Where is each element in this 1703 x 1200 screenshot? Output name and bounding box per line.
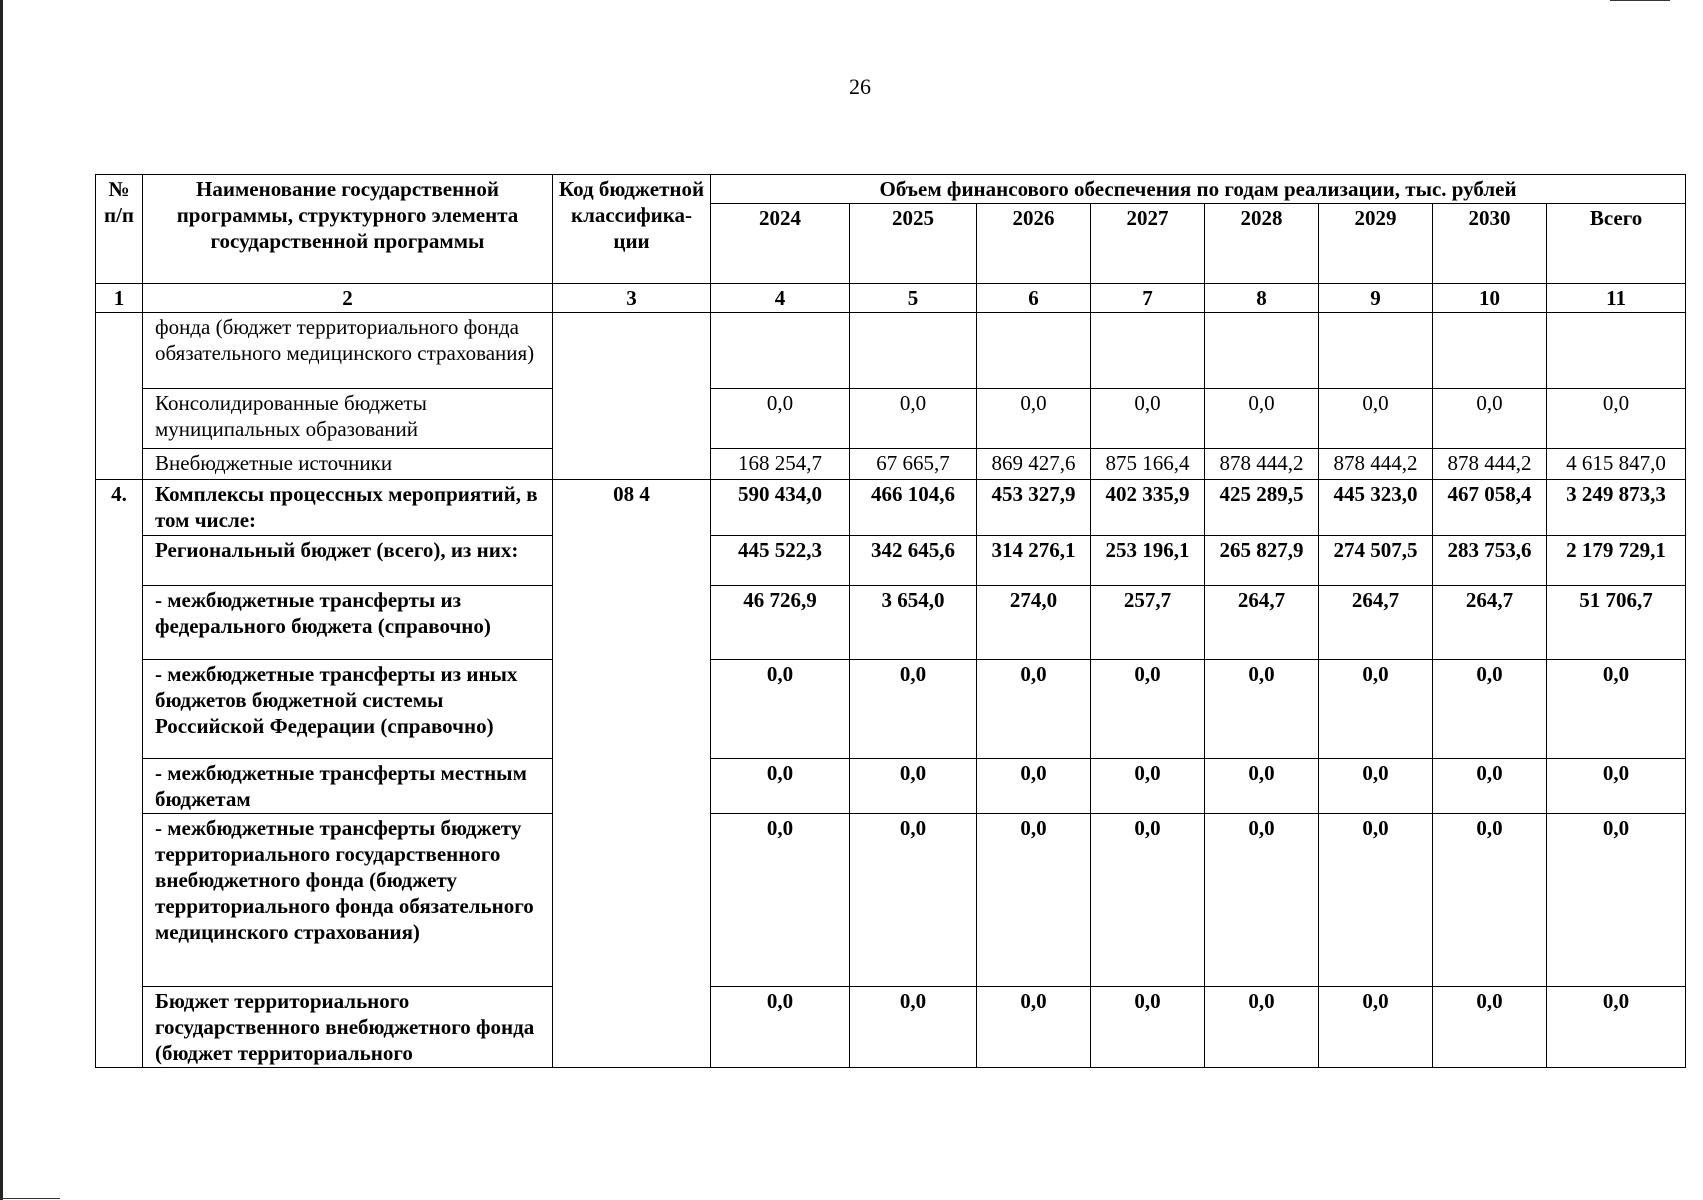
year-value: 0,0 [1319, 660, 1433, 759]
table-row [96, 536, 1686, 586]
year-value: 445 323,0 [1319, 480, 1433, 536]
year-value: 0,0 [1319, 389, 1433, 449]
scan-edge-line [0, 0, 3, 1200]
year-value: 0,0 [1433, 660, 1547, 759]
year-value: 0,0 [977, 660, 1091, 759]
row-name: фонда (бюджет территориального фонда обязательного медицинского страхования) [143, 313, 553, 389]
year-value: 3 654,0 [850, 586, 977, 660]
table-row [96, 987, 1686, 1068]
year-value [977, 313, 1091, 389]
row-name: - межбюджетные трансферты из иных бюджетов бюджетной системы Российской Федерации (справочно) [143, 660, 553, 759]
total-value: 3 249 873,3 [1547, 480, 1686, 536]
year-value: 0,0 [850, 759, 977, 814]
year-value: 0,0 [1205, 389, 1319, 449]
total-value: 0,0 [1547, 660, 1686, 759]
header-year: 2028 [1205, 204, 1319, 284]
page-number: 26 [849, 74, 871, 99]
header-name: Наименование государственной программы, структурного элемента государственной программы [143, 175, 553, 284]
year-value: 0,0 [850, 987, 977, 1068]
total-value: 2 179 729,1 [1547, 536, 1686, 586]
column-number: 5 [850, 284, 977, 313]
year-value [1319, 313, 1433, 389]
table-row [96, 586, 1686, 660]
year-value: 0,0 [850, 660, 977, 759]
year-value: 453 327,9 [977, 480, 1091, 536]
year-value: 274,0 [977, 586, 1091, 660]
header-year: 2027 [1091, 204, 1205, 284]
year-value [1205, 313, 1319, 389]
year-value: 264,7 [1319, 586, 1433, 660]
header-year: 2026 [977, 204, 1091, 284]
column-number: 8 [1205, 284, 1319, 313]
header-number: № п/п [96, 175, 143, 284]
year-value: 257,7 [1091, 586, 1205, 660]
total-value: 0,0 [1547, 814, 1686, 987]
total-value: 4 615 847,0 [1547, 449, 1686, 480]
year-value: 0,0 [1433, 759, 1547, 814]
year-value: 0,0 [1091, 814, 1205, 987]
year-value: 878 444,2 [1319, 449, 1433, 480]
year-value: 0,0 [1091, 660, 1205, 759]
year-value: 0,0 [1091, 987, 1205, 1068]
budget-code [553, 313, 711, 480]
row-name: - межбюджетные трансферты местным бюджетам [143, 759, 553, 814]
year-value: 0,0 [711, 814, 850, 987]
column-number-row [96, 284, 1686, 313]
header-year: 2025 [850, 204, 977, 284]
total-value [1547, 313, 1686, 389]
year-value: 878 444,2 [1205, 449, 1319, 480]
year-value [711, 313, 850, 389]
year-value: 0,0 [1433, 389, 1547, 449]
header-total: Всего [1547, 204, 1686, 284]
year-value: 0,0 [711, 759, 850, 814]
year-value: 0,0 [711, 987, 850, 1068]
table-row [96, 480, 1686, 536]
year-value: 878 444,2 [1433, 449, 1547, 480]
column-number: 2 [143, 284, 553, 313]
year-value: 0,0 [850, 389, 977, 449]
year-value: 0,0 [1205, 814, 1319, 987]
table-row [96, 814, 1686, 987]
scan-mark-top-right [1610, 0, 1670, 1]
year-value: 0,0 [1205, 660, 1319, 759]
year-value: 0,0 [1091, 389, 1205, 449]
row-name: - межбюджетные трансферты из федерального бюджета (справочно) [143, 586, 553, 660]
year-value [1433, 313, 1547, 389]
year-value: 0,0 [1205, 987, 1319, 1068]
column-number: 4 [711, 284, 850, 313]
year-value: 466 104,6 [850, 480, 977, 536]
scan-mark-bottom-left [0, 1198, 60, 1199]
total-value: 0,0 [1547, 759, 1686, 814]
year-value [850, 313, 977, 389]
header-budget-code: Код бюджетной классифика-ции [553, 175, 711, 284]
year-value: 283 753,6 [1433, 536, 1547, 586]
year-value: 425 289,5 [1205, 480, 1319, 536]
year-value: 168 254,7 [711, 449, 850, 480]
year-value: 0,0 [711, 660, 850, 759]
year-value: 467 058,4 [1433, 480, 1547, 536]
column-number: 6 [977, 284, 1091, 313]
header-year: 2029 [1319, 204, 1433, 284]
year-value: 0,0 [1319, 759, 1433, 814]
year-value: 264,7 [1205, 586, 1319, 660]
row-number [96, 313, 143, 480]
year-value: 0,0 [1319, 814, 1433, 987]
year-value: 314 276,1 [977, 536, 1091, 586]
year-value: 0,0 [1319, 987, 1433, 1068]
year-value: 0,0 [977, 759, 1091, 814]
year-value [1091, 313, 1205, 389]
column-number: 7 [1091, 284, 1205, 313]
funding-table [95, 174, 1686, 1068]
year-value: 0,0 [711, 389, 850, 449]
total-value: 0,0 [1547, 389, 1686, 449]
year-value: 402 335,9 [1091, 480, 1205, 536]
year-value: 0,0 [850, 814, 977, 987]
row-name: Внебюджетные источники [143, 449, 553, 480]
year-value: 875 166,4 [1091, 449, 1205, 480]
column-number: 9 [1319, 284, 1433, 313]
year-value: 590 434,0 [711, 480, 850, 536]
column-number: 3 [553, 284, 711, 313]
row-name: - межбюджетные трансферты бюджету территориального государственного внебюджетного фонда (бюджету территориального фонда обязательного медицинского страхования) [143, 814, 553, 987]
table-row [96, 389, 1686, 449]
year-value: 0,0 [977, 389, 1091, 449]
year-value: 0,0 [977, 814, 1091, 987]
header-year: 2030 [1433, 204, 1547, 284]
year-value: 869 427,6 [977, 449, 1091, 480]
table-row [96, 313, 1686, 389]
total-value: 0,0 [1547, 987, 1686, 1068]
header-year: 2024 [711, 204, 850, 284]
year-value: 0,0 [1433, 814, 1547, 987]
table-row [96, 759, 1686, 814]
table-row [96, 449, 1686, 480]
year-value: 46 726,9 [711, 586, 850, 660]
year-value: 0,0 [1205, 759, 1319, 814]
column-number: 10 [1433, 284, 1547, 313]
budget-code: 08 4 [553, 480, 711, 1068]
year-value: 253 196,1 [1091, 536, 1205, 586]
year-value: 274 507,5 [1319, 536, 1433, 586]
column-number: 11 [1547, 284, 1686, 313]
header-funding-volume: Объем финансового обеспечения по годам реализации, тыс. рублей [711, 175, 1686, 204]
row-name: Бюджет территориального государственного внебюджетного фонда (бюджет территориального [143, 987, 553, 1068]
year-value: 342 645,6 [850, 536, 977, 586]
table-body [96, 313, 1686, 1068]
row-name: Консолидированные бюджеты муниципальных образований [143, 389, 553, 449]
year-value: 0,0 [977, 987, 1091, 1068]
column-number: 1 [96, 284, 143, 313]
year-value: 0,0 [1433, 987, 1547, 1068]
year-value: 445 522,3 [711, 536, 850, 586]
year-value: 265 827,9 [1205, 536, 1319, 586]
row-name: Региональный бюджет (всего), из них: [143, 536, 553, 586]
row-number: 4. [96, 480, 143, 1068]
row-name: Комплексы процессных мероприятий, в том числе: [143, 480, 553, 536]
year-value: 67 665,7 [850, 449, 977, 480]
year-value: 264,7 [1433, 586, 1547, 660]
year-value: 0,0 [1091, 759, 1205, 814]
total-value: 51 706,7 [1547, 586, 1686, 660]
table-row [96, 660, 1686, 759]
